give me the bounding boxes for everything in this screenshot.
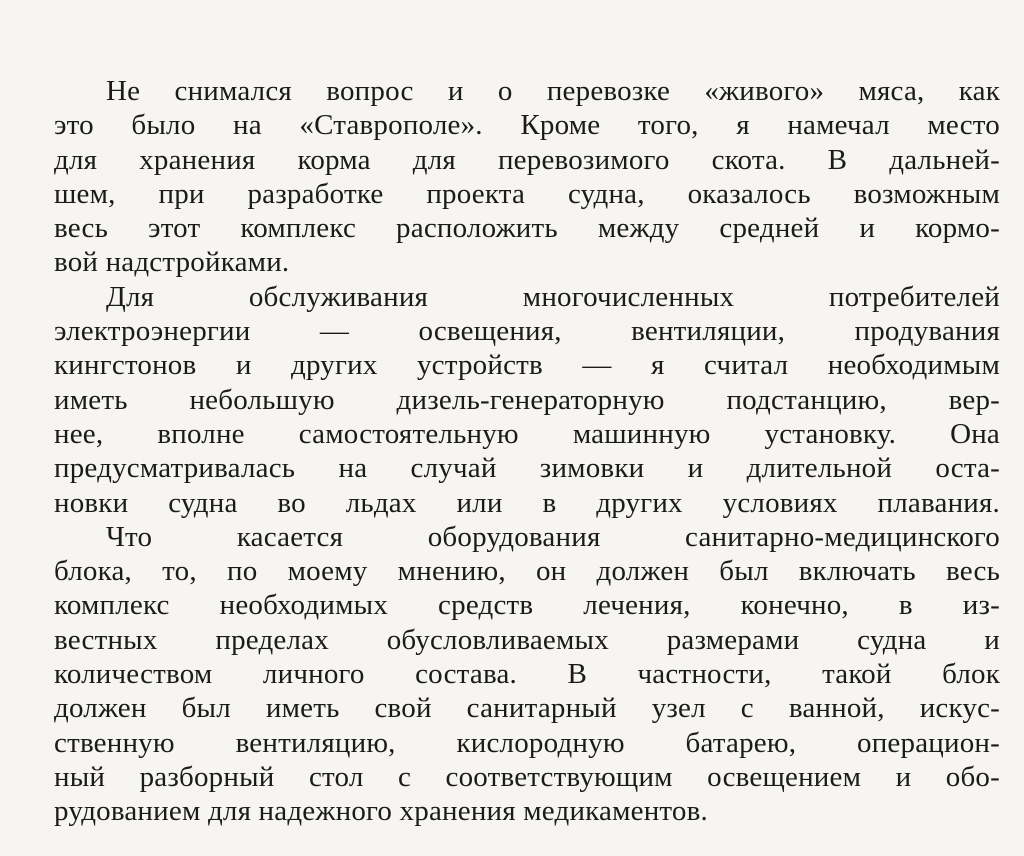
text-line: количеством личного состава. В частности, такой блок [54, 658, 1000, 691]
text-line: вой надстройками. [54, 246, 290, 279]
text-line: это было на «Ставрополе». Кроме того, я намечал место [54, 109, 1000, 142]
text-line: ственную вентиляцию, кислородную батарею, операцион- [54, 726, 1000, 759]
text-line: электроэнергии — освещения, вентиляции, продувания [54, 315, 1000, 348]
paragraph-1 [54, 74, 1000, 280]
paragraph-3 [54, 520, 1000, 829]
text-line: новки судна во льдах или в других условиях плавания. [54, 486, 1000, 519]
text-line: блока, то, по моему мнению, он должен был включать весь [54, 555, 1000, 588]
text-line: предусматривалась на случай зимовки и длительной оста- [54, 452, 1000, 485]
text-line: вестных пределах обусловливаемых размерами судна и [54, 623, 1000, 656]
text-line: кингстонов и других устройств — я считал необходимым [54, 349, 1000, 382]
text-line: комплекс необходимых средств лечения, конечно, в из- [54, 589, 1000, 622]
body-text [54, 74, 1000, 829]
text-line: иметь небольшую дизель-генераторную подстанцию, вер- [54, 383, 1000, 416]
text-line: рудованием для надежного хранения медикаментов. [54, 795, 708, 828]
text-line: нее, вполне самостоятельную машинную установку. Она [54, 417, 1000, 450]
text-line: для хранения корма для перевозимого скота. В дальней- [54, 143, 1000, 176]
text-line: ный разборный стол с соответствующим освещением и обо- [54, 760, 1000, 793]
text-line: шем, при разработке проекта судна, оказалось возможным [54, 177, 1000, 210]
text-line: Что касается оборудования санитарно-медицинского [106, 520, 1000, 553]
text-line: весь этот комплекс расположить между средней и кормо- [54, 212, 1000, 245]
paragraph-2 [54, 280, 1000, 520]
text-line: Для обслуживания многочисленных потребителей [106, 280, 1000, 313]
text-line: должен был иметь свой санитарный узел с ванной, искус- [54, 692, 1000, 725]
text-line: Не снимался вопрос и о перевозке «живого» мяса, как [106, 75, 1000, 107]
